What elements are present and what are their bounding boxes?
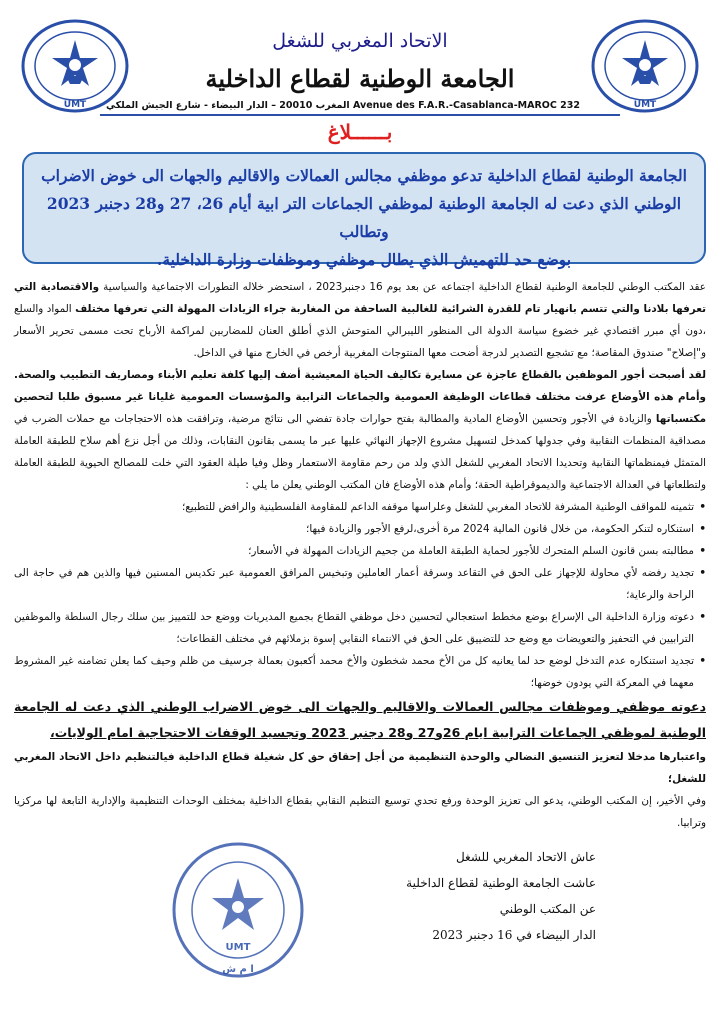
header-divider: [100, 114, 620, 116]
list-item: • دعوته وزارة الداخلية الى الإسراع بوضع مخطط استعجالي لتحسين دخل موظفي القطاع بجميع المديريات ووضع حد للتمييز بين سلك رجال السلطة والموظفين الترابيين في التحفيز والتعويضات مع وضع حد للتضييق على الحق في الانتماء النقابي إسوة بزملائهم في مختلف القطاعات؛: [14, 606, 706, 650]
intro-text-bold: والاقتصادية التي تعرفها بلادنا والتي تتسم بانهيار تام للقدرة الشرائية للغالبية الساحقة من المغاربة جراء الزيادات المهولة التي تعرفها مختلف: [14, 281, 707, 315]
umt-logo-right: [590, 18, 700, 114]
communique-title: بــــــلاغ: [327, 120, 393, 144]
logo-right-initials: UMT: [633, 100, 657, 110]
strike-call-line: دعوته موظفي وموظفات مجالس العمالات والاقاليم والجهات الى خوض الاضراب الوطني الذي دعت له الجامعة: [14, 699, 706, 714]
callout-line: بوضع حد للتهميش الذي يطال موظفي وموظفات وزارة الداخلية.: [156, 250, 572, 269]
intro-text: والزيادة في الأجور وتحسين الأوضاع المادية والمطالبة بفتح حوارات جادة تفضي الى نتائج مرضية، وترافقت هذه الاحتجاجات مع حملات الضرب في مصداقية المنظمات النقابية وفي جدولها كمدخل لتسهيل مشروع الإجهاز النهائي عليها عبر ما يسمى بقانون النقابات، وذلك من أجل نزع أهم سلاح للطبقة العاملة المتمثل فيمنظماتها النقابية وتحديدا الاتحاد المغربي للشغل الذي ولد من رحم مقاومة الاستعمار وظل وفيا طيلة العقود التي خلت للمصالح الحيوية للطبقة العاملة ولتطلعاتها في العدالة الاجتماعية والديموقراطية الحقة؛ وأمام هذه الأوضاع فان المكتب الوطني يعلن ما يلي :: [14, 413, 706, 491]
signature-line: عاشت الجامعة الوطنية لقطاع الداخلية: [406, 876, 596, 890]
list-item: • مطالبته بسن قانون السلم المتحرك للأجور لحماية الطبقة العاملة من جحيم الزيادات المهولة في الأسعار؛: [14, 540, 706, 562]
federation-stamp: [168, 838, 308, 988]
body-paragraph: [14, 364, 706, 496]
signature-block: [296, 844, 596, 948]
intro-text-bold: لقد أصبحت أجور الموظفين بالقطاع عاجزة عن مسايرة تكاليف الحياة المعيشية أضف إليها كلفة تعليم الأبناء ومصاريف التطبيب والصحة. وأمام هذه الأوضاع عرفت مختلف قطاعات الوظيفة العمومية والجماعات الترابية والمؤسسات العمومية غليانا غير مسبوق طلبا لتحصين مكتسباتها: [14, 369, 707, 425]
signature-line: عن المكتب الوطني: [499, 902, 596, 916]
call-tail: واعتبارها مدخلا لتعزيز التنسيق النضالي والوحدة التنظيمية من أجل إحقاق حق كل شغيلة قطاع الداخلية فيالتنظيم داخل الاتحاد المغربي للشغل؛: [14, 751, 706, 785]
list-item: • استنكاره لتنكر الحكومة، من خلال قانون المالية 2024 مرة أخرى،لرفع الأجور والزيادة فيها؛: [14, 518, 706, 540]
stamp-footer: ا م ش: [222, 964, 254, 975]
callout-box: [22, 152, 706, 269]
address: 232 Avenue des F.A.R.-Casablanca-MAROC المغرب 20010 – الدار البيضاء - شارع الجيش الملكي: [105, 100, 580, 111]
signature-line: عاش الاتحاد المغربي للشغل: [455, 850, 596, 864]
strike-call: [14, 694, 706, 746]
federation-name: الجامعة الوطنية لقطاع الداخلية: [205, 64, 515, 93]
union-name: الاتحاد المغربي للشغل: [272, 30, 448, 52]
body-paragraph: [14, 746, 706, 790]
intro-text: عقد المكتب الوطني للجامعة الوطنية لقطاع الداخلية اجتماعه عن بعد يوم 16 دجنبر2023 ، استحضر خلاله التطورات الاجتماعية والسياسية: [103, 281, 707, 293]
callout-line: الوطني الذي دعت له الجامعة الوطنية لموظفي الجماعات التر ابية أيام 26، 27 و28 دجنبر 2023 وتطالب: [46, 194, 682, 241]
callout-line: الجامعة الوطنية لقطاع الداخلية تدعو موظفي مجالس العمالات والاقاليم والجهات الى خوض الاضراب: [41, 166, 687, 185]
list-item: • تثمينه للمواقف الوطنية المشرفة للاتحاد المغربي للشغل وعلراسها موقفه الداعم للمقاومة الفلسطينية والرافض للتطبيع؛: [14, 496, 706, 518]
closing-paragraph: وفي الأخير، إن المكتب الوطني، يدعو الى تعزيز الوحدة ورفع تحدي توسيع التنظيم النقابي بقطاع الداخلية بمختلف الوحدات التنظيمية والإدارية التابعة لها مركزيا وترابيا.: [14, 795, 706, 829]
body-paragraph: [14, 276, 706, 364]
stamp-initials: UMT: [225, 942, 251, 953]
communique-body: [14, 276, 706, 834]
list-item: • تجديد استنكاره عدم التدخل لوضع حد لما يعانيه كل من الأخ محمد شخطون والأخ محمد أكعبون بعمالة جرسيف من ظلم وحيف كما يعلن تضامنه غير المشروط معهما في المعركة التي يودون خوضها؛: [14, 650, 706, 694]
strike-call-line: الوطنية لموظفي الجماعات الترابية ايام 26و27 و28 دجنبر 2023 وتجسيد الوقفات الاحتجاجية امام الولايات،: [49, 725, 706, 740]
intro-text: المواد والسلع ،دون أي مبرر اقتصادي غير خضوع سياسة الدولة الى المنظور الليبرالي المتوحش الذي أطلق العنان للمضاربين لمراكمة الأرباح تحت مسمى تحرير الأسعار و"إصلاح" صندوق المقاصة؛ مع تشجيع التصدير لدرجة أضحت معها المنتوجات المغربية أرخص في الخارج منها في الداخل.: [14, 303, 706, 359]
logo-left-initials: UMT: [63, 100, 87, 110]
list-item: • تجديد رفضه لأي محاولة للإجهاز على الحق في التقاعد وسرقة أعمار العاملين وتبخيس المرافق العمومية عبر تكديس المسنين فيها والذين هم في حاجة الى الراحة والرعاية؛: [14, 562, 706, 606]
signature-date: الدار البيضاء في 16 دجنبر 2023: [432, 928, 596, 942]
demands-list: [14, 496, 706, 694]
